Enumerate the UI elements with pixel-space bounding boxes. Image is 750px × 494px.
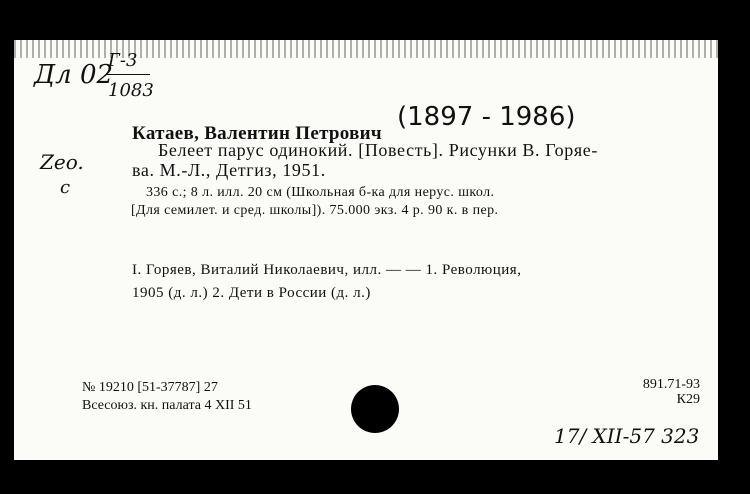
author-dates: (1897 - 1986) — [397, 102, 576, 132]
description-line: 336 с.; 8 л. илл. 20 см (Школьная б-ка для нерус. школ. — [146, 185, 495, 200]
reference-line: 1905 (д. л.) 2. Дети в России (д. л.) — [132, 285, 371, 301]
margin-note-2: c — [60, 177, 71, 198]
classification-code: 891.71-93 — [642, 377, 700, 392]
description-line: [Для семилет. и сред. школы]). 75.000 экз. 4 р. 90 к. в пер. — [131, 203, 499, 218]
shelfmark-prefix: Дл 02 — [34, 60, 114, 90]
author-mark: К29 — [676, 392, 700, 407]
shelfmark-top: Г-3 — [108, 50, 138, 71]
punch-hole — [351, 385, 399, 433]
reference-line: I. Горяев, Виталий Николаевич, илл. — — 1. Революция, — [132, 262, 522, 278]
issuing-chamber: Всесоюз. кн. палата 4 XII 51 — [82, 398, 252, 413]
shelfmark-fraction-line — [106, 74, 150, 75]
registration-number: № 19210 [51-37787] 27 — [82, 380, 218, 395]
handwritten-date: 17/ XII-57 323 — [554, 424, 700, 448]
author-heading: Катаев, Валентин Петрович — [132, 123, 382, 144]
title-line: Белеет парус одинокий. [Повесть]. Рисунки В. Горяе- — [158, 140, 598, 160]
title-line: ва. М.-Л., Детгиз, 1951. — [132, 160, 326, 180]
catalog-card — [14, 40, 718, 460]
shelfmark-bottom: 1083 — [108, 80, 154, 101]
margin-note: Zeo. — [40, 150, 84, 174]
